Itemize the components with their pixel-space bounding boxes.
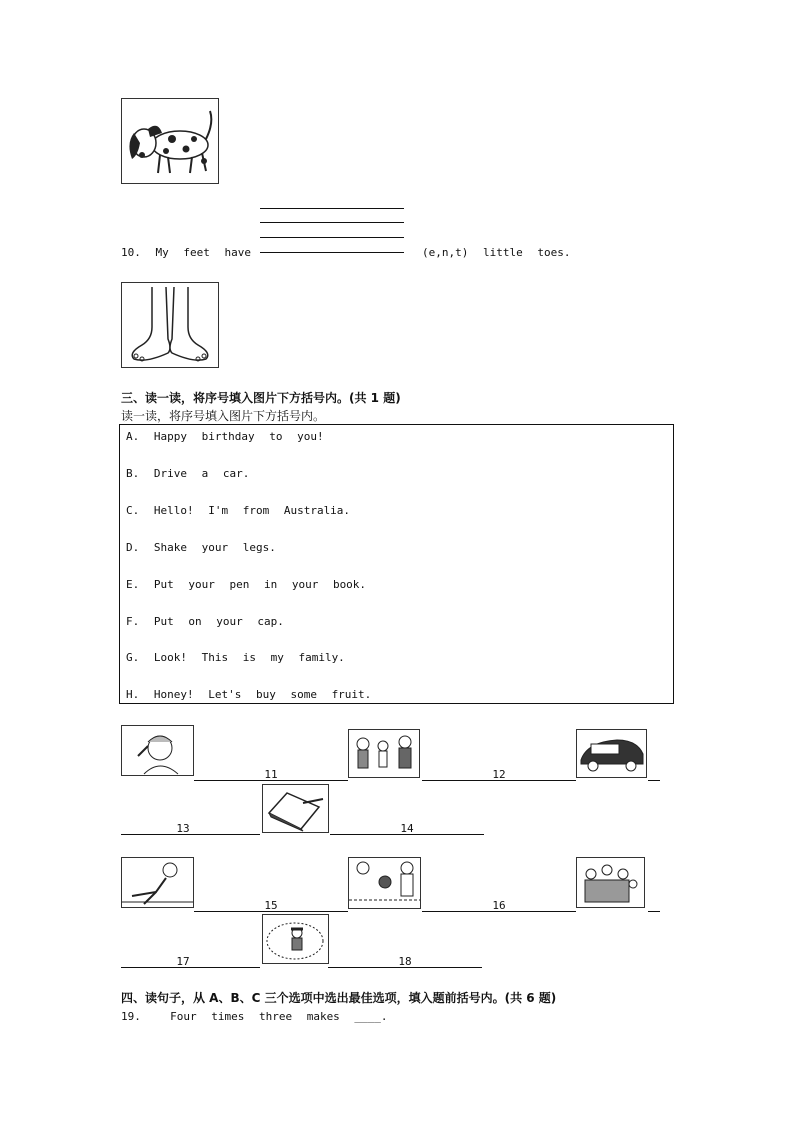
section3-heading: 三、读一读，将序号填入图片下方括号内。(共 1 题) — [121, 391, 401, 405]
writing-line-4 — [260, 252, 404, 253]
picture-shake-legs — [121, 857, 194, 908]
option-f: F. Put on your cap. — [126, 615, 284, 628]
option-a: A. Happy birthday to you! — [126, 430, 324, 443]
feet-picture — [121, 282, 219, 368]
number-12: 12 — [492, 768, 506, 781]
option-b: B. Drive a car. — [126, 467, 250, 480]
option-h: H. Honey! Let's buy some fruit. — [126, 688, 372, 701]
writing-line-1 — [260, 208, 404, 209]
writing-line-3 — [260, 237, 404, 238]
dog-picture — [121, 98, 219, 184]
q19-text: 19. Four times three makes ____. — [121, 1010, 388, 1023]
number-16: 16 — [492, 899, 506, 912]
picture-put-on-cap — [262, 914, 329, 964]
answer-line-12b — [648, 780, 660, 781]
option-d: D. Shake your legs. — [126, 541, 276, 554]
number-13: 13 — [176, 822, 190, 835]
writing-line-2 — [260, 222, 404, 223]
answer-line-16b — [648, 911, 660, 912]
options-box — [119, 424, 674, 704]
number-11: 11 — [264, 768, 278, 781]
option-g: G. Look! This is my family. — [126, 651, 345, 664]
number-18: 18 — [398, 955, 412, 968]
number-14: 14 — [400, 822, 414, 835]
picture-family — [576, 857, 645, 908]
picture-car-drive — [576, 729, 647, 778]
number-17: 17 — [176, 955, 190, 968]
picture-hello-australia — [348, 857, 421, 909]
option-c: C. Hello! I'm from Australia. — [126, 504, 351, 517]
q10-prefix: 10. My feet have — [121, 246, 251, 259]
picture-fruit-shop — [348, 729, 420, 778]
q10-suffix: little toes. — [483, 246, 571, 259]
section4-heading: 四、读句子，从 A、B、C 三个选项中选出最佳选项，填入题前括号内。(共 6 题) — [121, 991, 557, 1005]
section3-instruction: 读一读，将序号填入图片下方括号内。 — [121, 409, 326, 423]
dog-illustration — [122, 99, 218, 183]
number-15: 15 — [264, 899, 278, 912]
picture-pen-book — [262, 784, 329, 833]
picture-boy-cap — [121, 725, 194, 776]
feet-illustration — [122, 283, 218, 367]
option-e: E. Put your pen in your book. — [126, 578, 367, 591]
q10-hint: (e,n,t) — [422, 246, 469, 259]
